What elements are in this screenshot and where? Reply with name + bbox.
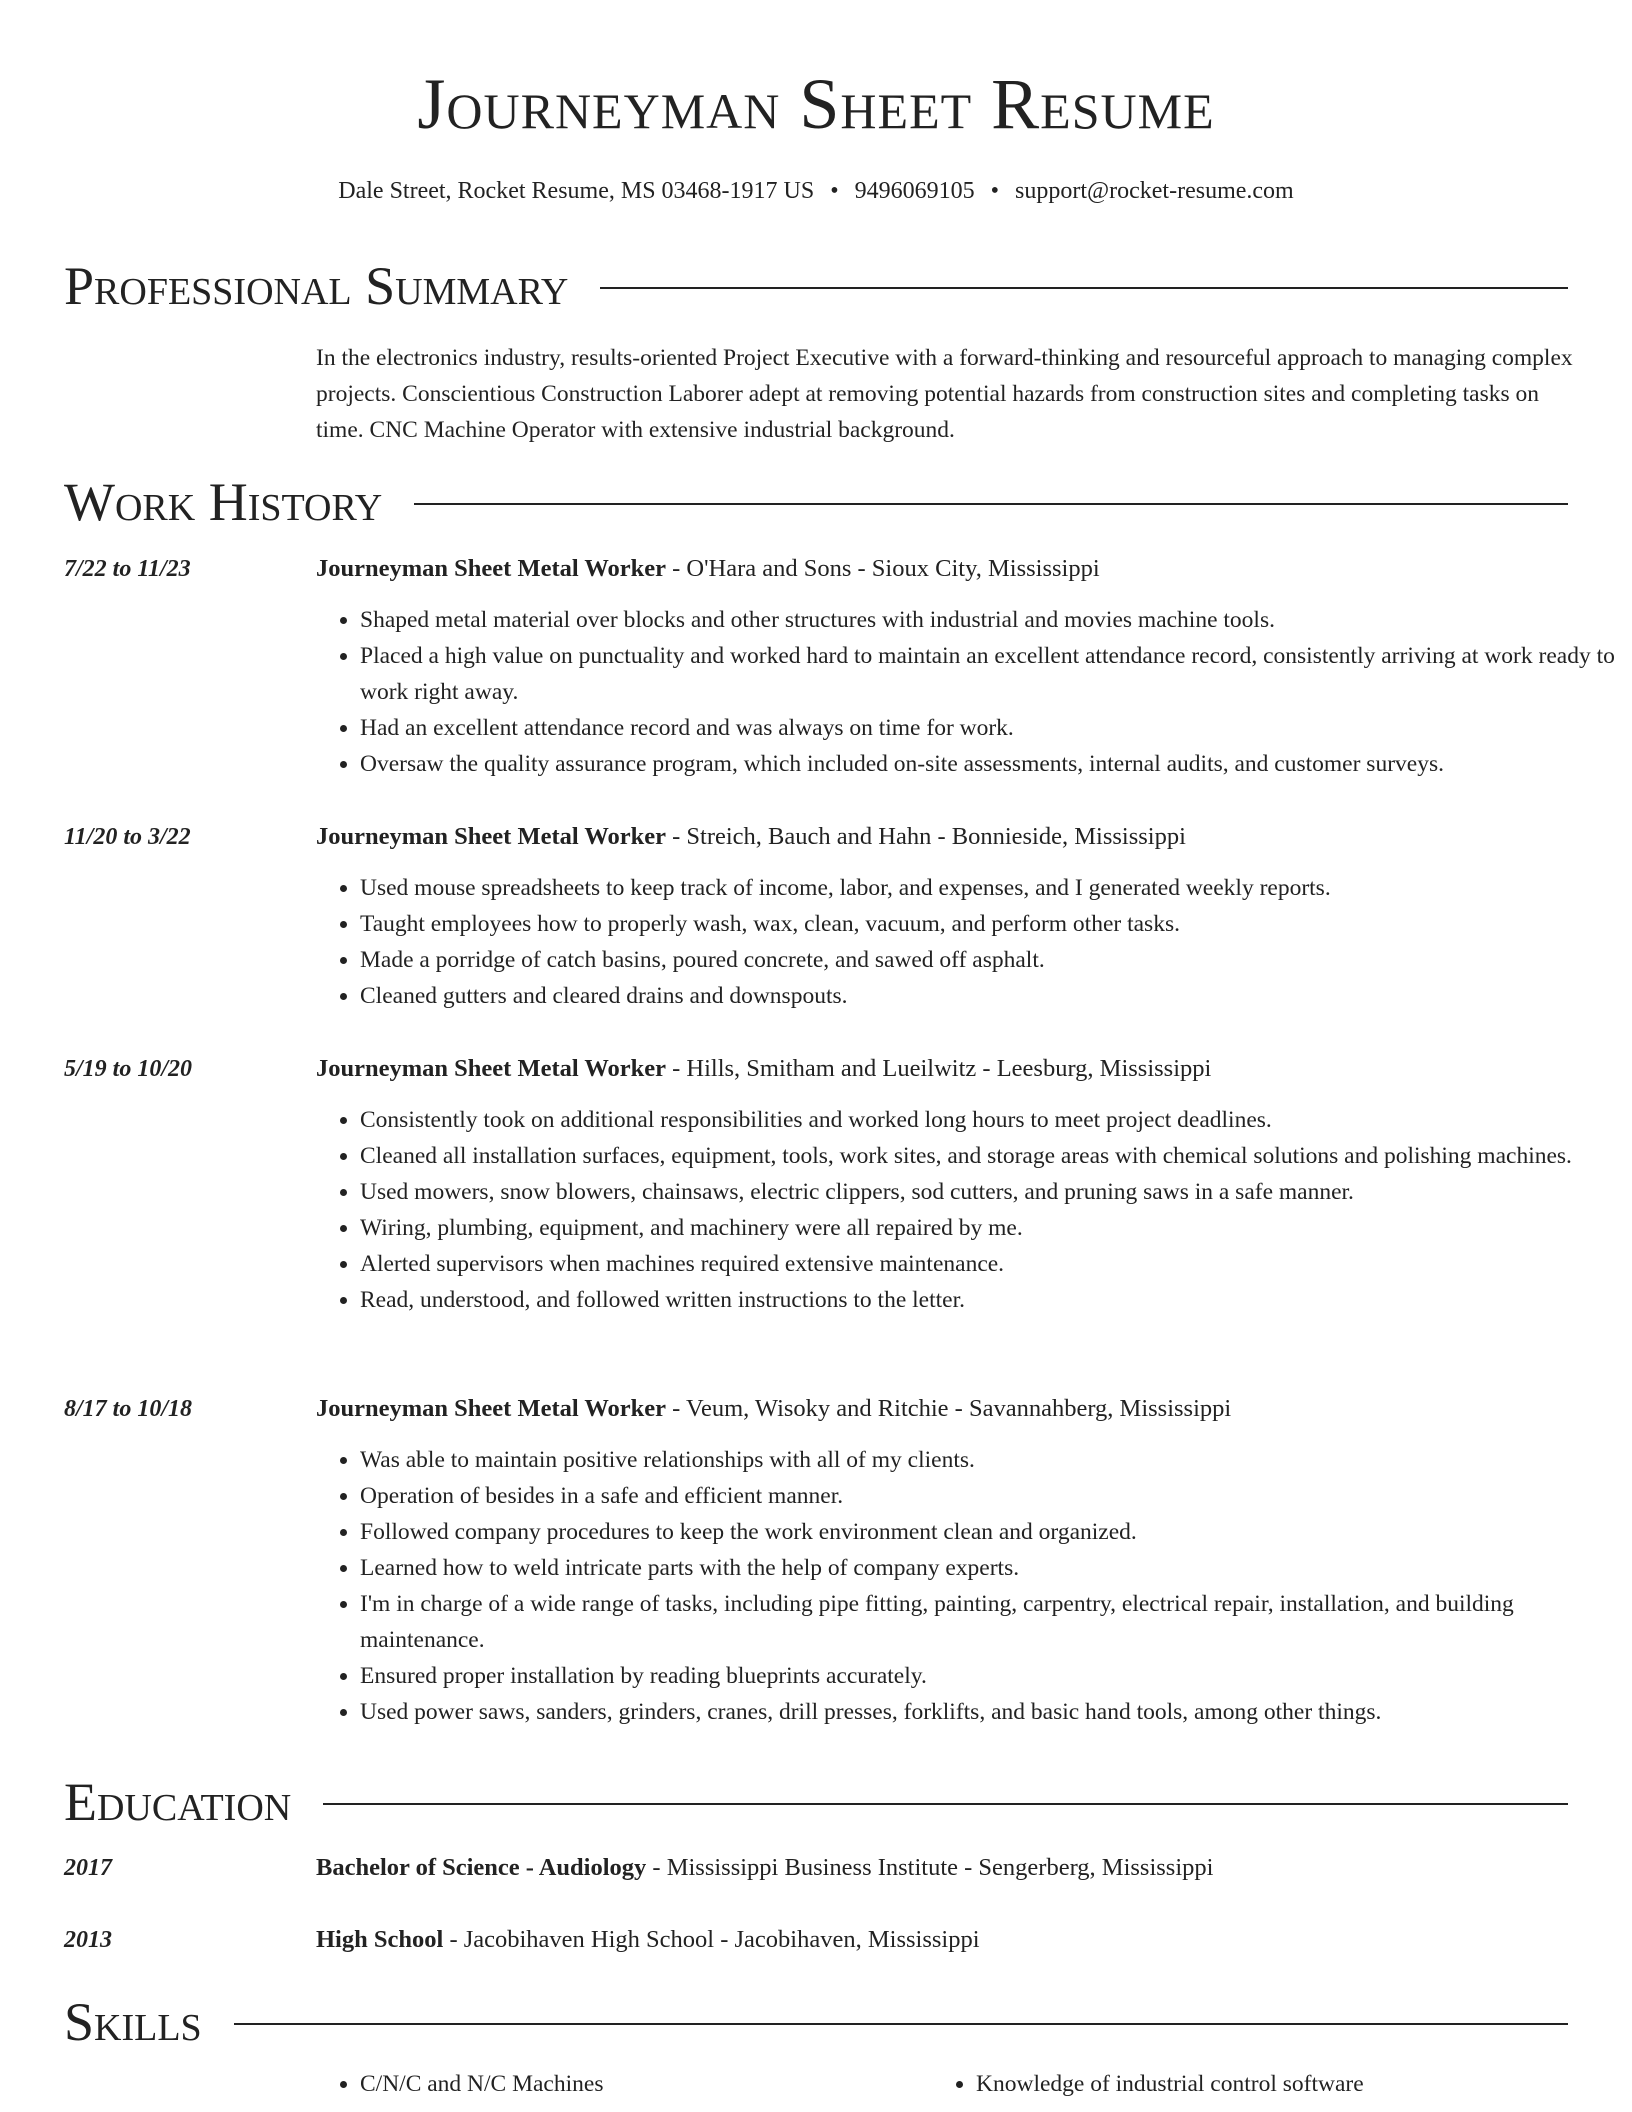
section-header-summary	[64, 256, 1568, 316]
list-item: • Followed company procedures to keep the work environment clean and organized.	[360, 1514, 1622, 1550]
skills-column	[316, 2066, 920, 2102]
list-item: • Operation of besides in a safe and efficient manner.	[360, 1478, 1622, 1514]
work-heading	[316, 822, 1578, 852]
education-year: 2013	[64, 1927, 112, 1953]
contact-email: support@rocket-resume.com	[1015, 178, 1294, 204]
education-degree: Bachelor of Science - Audiology	[316, 1854, 647, 1881]
skills-list	[316, 2066, 1578, 2106]
section-divider	[323, 1803, 1568, 1805]
work-bullets	[316, 870, 1622, 1014]
section-divider	[600, 287, 1568, 289]
list-item: • Learned how to weld intricate parts with the help of company experts.	[360, 1550, 1622, 1586]
work-dates: 7/22 to 11/23	[64, 556, 191, 582]
skill-item: • C/N/C and N/C Machines	[360, 2066, 920, 2102]
list-item: • Cleaned all installation surfaces, equipment, tools, work sites, and storage areas with chemical solutions and polishing machines.	[360, 1138, 1622, 1174]
work-bullets	[316, 602, 1622, 782]
list-item: • Shaped metal material over blocks and other structures with industrial and movies machine tools.	[360, 602, 1622, 638]
contact-line	[0, 176, 1632, 206]
section-divider	[414, 503, 1568, 505]
list-item: • Consistently took on additional responsibilities and worked long hours to meet project deadlines.	[360, 1102, 1622, 1138]
work-title: Journeyman Sheet Metal Worker	[316, 1055, 666, 1082]
resume-name: Journeyman Sheet Resume	[417, 64, 1215, 144]
section-header-education	[64, 1772, 1568, 1832]
list-item: • Had an excellent attendance record and was always on time for work.	[360, 710, 1622, 746]
education-heading	[316, 1925, 1578, 1955]
list-item: • I'm in charge of a wide range of tasks, including pipe fitting, painting, carpentry, electrical repair, installation, and building maintenance.	[360, 1586, 1622, 1658]
work-details: - Streich, Bauch and Hahn - Bonnieside, Mississippi	[666, 823, 1186, 850]
list-item: • Alerted supervisors when machines required extensive maintenance.	[360, 1246, 1622, 1282]
section-title-work: Work History	[64, 472, 383, 532]
list-item: • Was able to maintain positive relationships with all of my clients.	[360, 1442, 1622, 1478]
list-item: • Oversaw the quality assurance program, which included on-site assessments, internal audits, and customer surveys.	[360, 746, 1622, 782]
list-item: • Ensured proper installation by reading blueprints accurately.	[360, 1658, 1622, 1694]
education-year: 2017	[64, 1855, 112, 1881]
section-title-summary: Professional Summary	[64, 256, 569, 316]
list-item: • Used power saws, sanders, grinders, cranes, drill presses, forklifts, and basic hand tools, among other things.	[360, 1694, 1622, 1730]
list-item: • Read, understood, and followed written instructions to the letter.	[360, 1282, 1622, 1318]
summary-text: In the electronics industry, results-oriented Project Executive with a forward-thinking and resourceful approach to managing complex projects. Conscientious Construction Laborer adept at removing potential hazards from construction sites and completing tasks on time. CNC Machine Operator with extensive industrial background.	[316, 345, 1573, 443]
education-details: - Jacobihaven High School - Jacobihaven, Mississippi	[443, 1926, 980, 1953]
work-bullets	[316, 1102, 1622, 1318]
list-item: • Used mouse spreadsheets to keep track of income, labor, and expenses, and I generated weekly reports.	[360, 870, 1622, 906]
work-details: - Veum, Wisoky and Ritchie - Savannahberg, Mississippi	[666, 1395, 1232, 1422]
work-heading	[316, 1394, 1578, 1424]
list-item: • Taught employees how to properly wash, wax, clean, vacuum, and perform other tasks.	[360, 906, 1622, 942]
list-item: • Used mowers, snow blowers, chainsaws, electric clippers, sod cutters, and pruning saws in a safe manner.	[360, 1174, 1622, 1210]
work-bullets	[316, 1442, 1622, 1730]
list-item: • Placed a high value on punctuality and worked hard to maintain an excellent attendance record, consistently arriving at work ready to work right away.	[360, 638, 1622, 710]
list-item: • Wiring, plumbing, equipment, and machinery were all repaired by me.	[360, 1210, 1622, 1246]
list-item: • Made a porridge of catch basins, poured concrete, and sawed off asphalt.	[360, 942, 1622, 978]
work-title: Journeyman Sheet Metal Worker	[316, 555, 666, 582]
work-heading	[316, 1054, 1578, 1084]
skills-column	[932, 2066, 1576, 2102]
section-header-skills	[64, 1992, 1568, 2052]
work-details: - Hills, Smitham and Lueilwitz - Leesburg, Mississippi	[666, 1055, 1212, 1082]
list-item: • Cleaned gutters and cleared drains and downspouts.	[360, 978, 1622, 1014]
contact-phone: 9496069105	[854, 178, 975, 204]
work-title: Journeyman Sheet Metal Worker	[316, 1395, 666, 1422]
education-details: - Mississippi Business Institute - Sengerberg, Mississippi	[646, 1854, 1214, 1881]
education-degree: High School	[316, 1926, 444, 1953]
contact-separator: •	[990, 178, 1000, 204]
work-heading	[316, 554, 1578, 584]
section-title-education: Education	[64, 1772, 292, 1832]
skill-item: • Knowledge of industrial control software	[976, 2066, 1576, 2102]
education-heading	[316, 1853, 1578, 1883]
work-title: Journeyman Sheet Metal Worker	[316, 823, 666, 850]
section-title-skills: Skills	[64, 1992, 202, 2052]
contact-address: Dale Street, Rocket Resume, MS 03468-1917 US	[338, 178, 815, 204]
work-dates: 11/20 to 3/22	[64, 824, 191, 850]
work-details: - O'Hara and Sons - Sioux City, Mississippi	[666, 555, 1100, 582]
contact-separator: •	[830, 178, 839, 204]
section-divider	[234, 2023, 1568, 2025]
work-dates: 5/19 to 10/20	[64, 1056, 193, 1082]
work-dates: 8/17 to 10/18	[64, 1396, 193, 1422]
section-header-work	[64, 472, 1568, 532]
